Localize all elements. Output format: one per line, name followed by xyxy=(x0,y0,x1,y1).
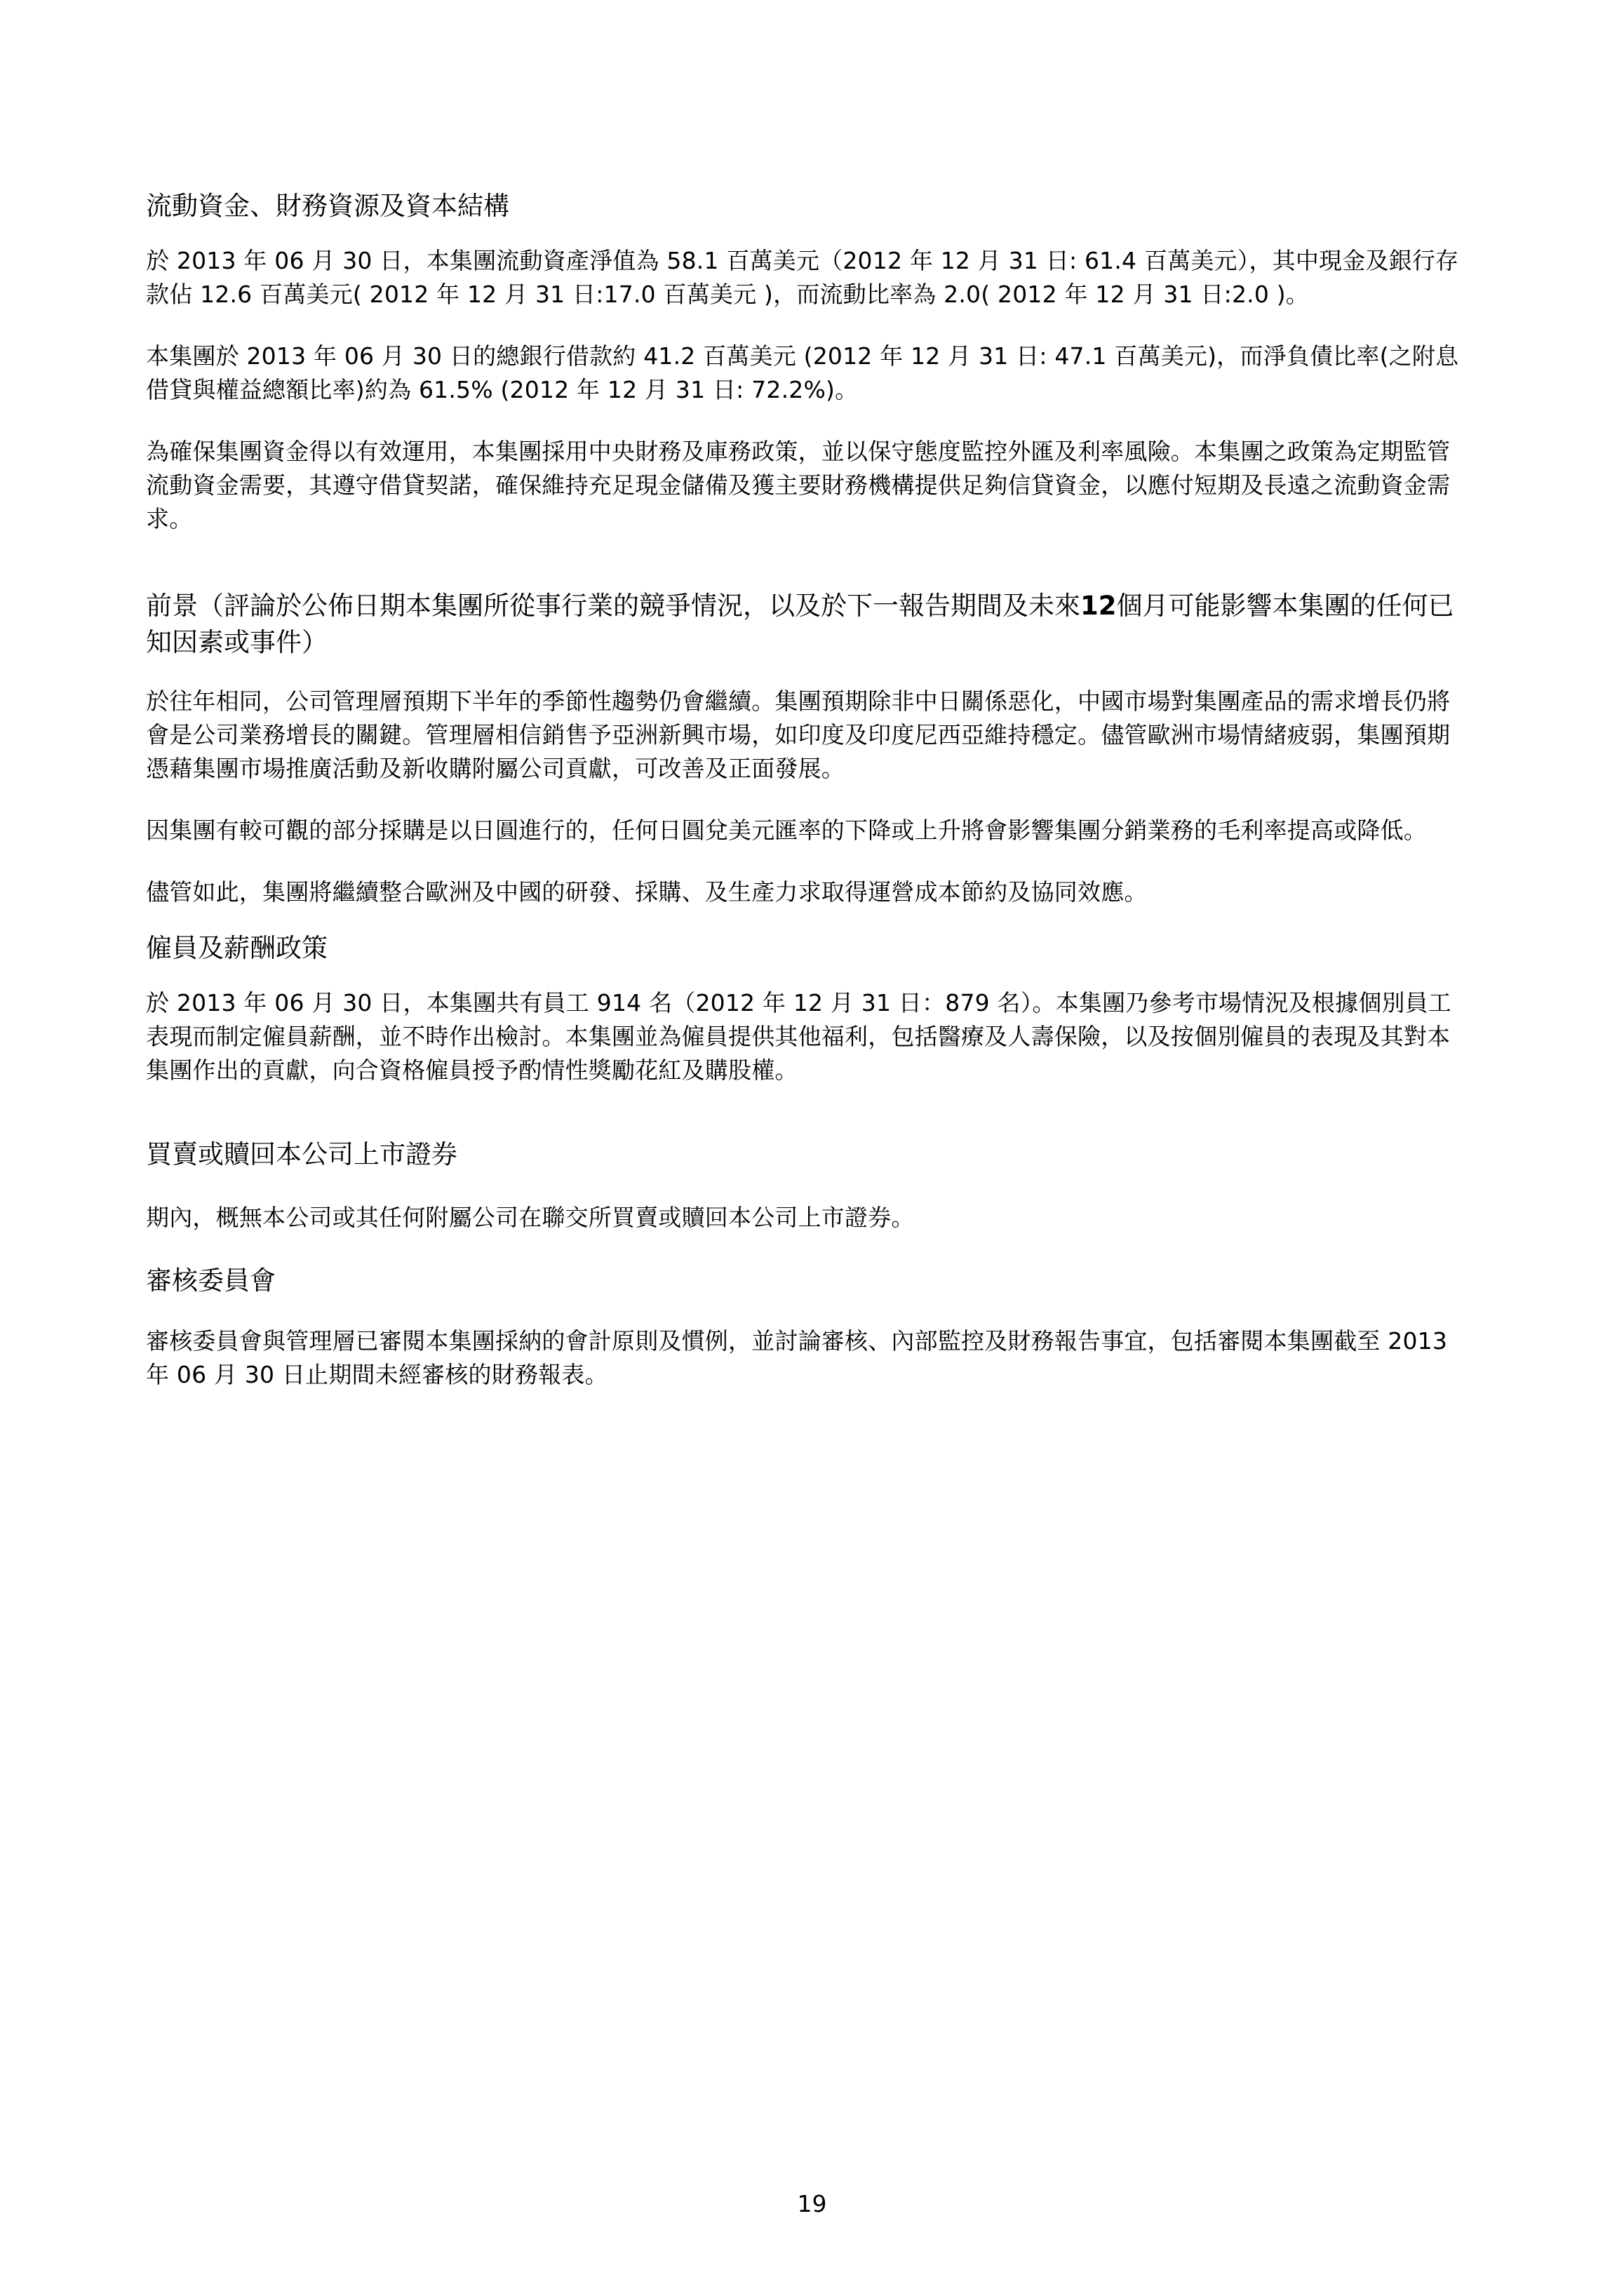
paragraph-yen-exchange: 因集團有較可觀的部分採購是以日圓進行的，任何日圓兌美元匯率的下降或上升將會影響集團分銷業務的毛利率提高或降低。 xyxy=(146,817,1427,844)
paragraph-net-current-assets: 於 2013 年 06 月 30 日，本集團流動資產淨值為 58.1 百萬美元（2012 年 12 月 31 日: 61.4 百萬美元），其中現金及銀行存款佔 12.6 百萬美元( 2012 年 12 月 31 日:17.0 百萬美元 )，而流動比率為 2.0( 2012 年 12 月 31 日:2.0 )。 xyxy=(146,247,1459,308)
paragraph-outlook: 於往年相同，公司管理層預期下半年的季節性趨勢仍會繼續。集團預期除非中日關係惡化，中國市場對集團產品的需求增長仍將會是公司業務增長的關鍵。管理層相信銷售予亞洲新興市場，如印度及印度尼西亞維持穩定。儘管歐洲市場情緒疲弱，集團預期憑藉集團市場推廣活動及新收購附屬公司貢獻，可改善及正面發展。 xyxy=(146,687,1451,782)
paragraph-audit-committee: 審核委員會與管理層已審閱本集團採納的會計原則及慣例，並討論審核、內部監控及財務報告事宜，包括審閱本集團截至 2013 年 06 月 30 日止期間未經審核的財務報表。 xyxy=(146,1327,1448,1388)
prospects-heading-number: 12 xyxy=(1080,591,1117,621)
prospects-heading-part-1: 前景（評論於公佈日期本集團所從事行業的競爭情況，以及於下一報告期間及未來 xyxy=(146,591,1080,621)
prospects-heading-part-2: 個月可能影響本集團的任何已知因素或事件） xyxy=(146,591,1454,657)
section-heading-employees: 僱員及薪酬政策 xyxy=(146,933,328,963)
document-page xyxy=(146,188,1465,1392)
paragraph-treasury-policy: 為確保集團資金得以有效運用，本集團採用中央財務及庫務政策，並以保守態度監控外匯及利率風險。本集團之政策為定期監管流動資金需要，其遵守借貸契諾，確保維持充足現金儲備及獲主要財務機構提供足夠信貸資金，以應付短期及長遠之流動資金需求。 xyxy=(146,438,1451,532)
section-heading-securities: 買賣或贖回本公司上市證券 xyxy=(146,1139,457,1169)
paragraph-integration: 儘管如此，集團將繼續整合歐洲及中國的研發、採購、及生產力求取得運營成本節約及協同效應。 xyxy=(146,878,1148,906)
paragraph-securities: 期內，概無本公司或其任何附屬公司在聯交所買賣或贖回本公司上市證券。 xyxy=(146,1204,915,1231)
section-heading-prospects xyxy=(146,588,1465,661)
section-heading-liquidity: 流動資金、財務資源及資本結構 xyxy=(146,191,509,221)
paragraph-bank-borrowings: 本集團於 2013 年 06 月 30 日的總銀行借款約 41.2 百萬美元 (2012 年 12 月 31 日: 47.1 百萬美元)，而淨負債比率(之附息借貸與權益總額比率)約為 61.5% (2012 年 12 月 31 日: 72.2%)。 xyxy=(146,342,1459,403)
paragraph-employees: 於 2013 年 06 月 30 日，本集團共有員工 914 名（2012 年 12 月 31 日：879 名）。本集團乃參考市場情況及根據個別員工表現而制定僱員薪酬，並不時作出檢討。本集團並為僱員提供其他福利，包括醫療及人壽保險，以及按個別僱員的表現及其對本集團作出的貢獻，向合資格僱員授予酌情性獎勵花紅及購股權。 xyxy=(146,989,1452,1084)
page-number: 19 xyxy=(797,2190,827,2217)
section-heading-audit-committee: 審核委員會 xyxy=(146,1266,276,1296)
